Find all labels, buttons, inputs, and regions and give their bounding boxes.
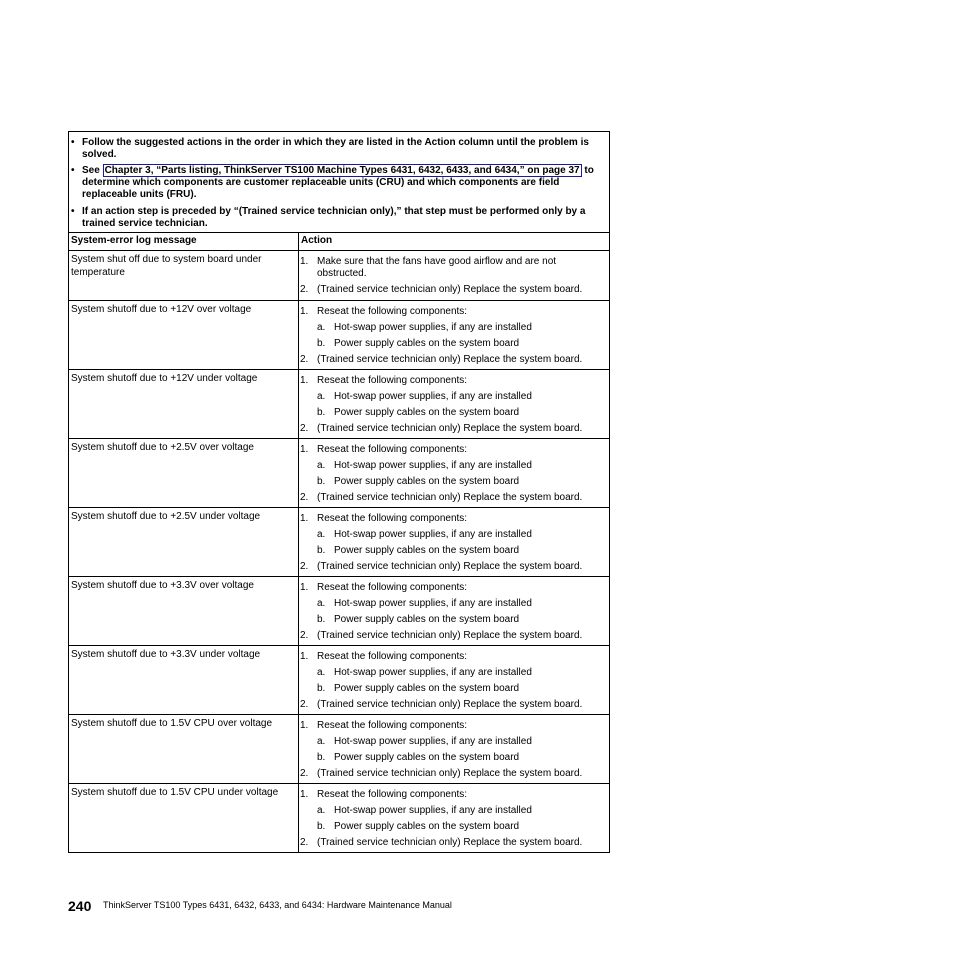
step-number: 2. [300, 423, 309, 434]
step-number: 1. [300, 720, 309, 731]
step-text: Hot-swap power supplies, if any are installed [334, 667, 532, 678]
step-text-continued: obstructed. [317, 268, 367, 279]
step-number: a. [317, 598, 326, 609]
table-row [69, 301, 609, 370]
step-text: Power supply cables on the system board [334, 545, 520, 556]
table-row [69, 784, 609, 853]
step-number: 2. [300, 284, 309, 295]
step-text: (Trained service technician only) Replace the system board. [317, 561, 583, 572]
footer-title: ThinkServer TS100 Types 6431, 6432, 6433, and 6434: Hardware Maintenance Manual [103, 900, 452, 910]
step-number: a. [317, 805, 326, 816]
step-number: a. [317, 391, 326, 402]
step-number: 2. [300, 354, 309, 365]
step-text: Reseat the following components: [317, 582, 468, 593]
step-text: Power supply cables on the system board [334, 407, 520, 418]
step-text: Hot-swap power supplies, if any are installed [334, 529, 532, 540]
step-text: Power supply cables on the system board [334, 752, 520, 763]
bullet: • [71, 206, 75, 217]
step-text: (Trained service technician only) Replace the system board. [317, 699, 583, 710]
note-prefix: See [82, 165, 103, 176]
step-text: Reseat the following components: [317, 720, 468, 731]
step-text: Make sure that the fans have good airflow and are not [317, 256, 557, 267]
step-number: a. [317, 529, 326, 540]
step-text: (Trained service technician only) Replace the system board. [317, 492, 583, 503]
step-text: Hot-swap power supplies, if any are installed [334, 322, 532, 333]
note-text: Follow the suggested actions in the order in which they are listed in the Action column until the problem is solved. [82, 137, 589, 160]
table-row [69, 251, 609, 301]
header-action: Action [301, 235, 333, 246]
notes-section [69, 132, 609, 233]
row-message: System shutoff due to +12V over voltage [71, 304, 252, 315]
step-number: a. [317, 667, 326, 678]
step-number: b. [317, 338, 326, 349]
step-number: 2. [300, 561, 309, 572]
step-number: a. [317, 460, 326, 471]
step-text: Power supply cables on the system board [334, 683, 520, 694]
step-number: 1. [300, 256, 309, 267]
step-text: Power supply cables on the system board [334, 614, 520, 625]
step-text: (Trained service technician only) Replace the system board. [317, 837, 583, 848]
step-text: Reseat the following components: [317, 513, 468, 524]
step-number: 1. [300, 513, 309, 524]
step-text: (Trained service technician only) Replace the system board. [317, 354, 583, 365]
step-text: Hot-swap power supplies, if any are installed [334, 460, 532, 471]
step-text: Power supply cables on the system board [334, 821, 520, 832]
row-message: System shutoff due to +2.5V over voltage [71, 442, 254, 453]
step-number: 1. [300, 582, 309, 593]
step-text: Reseat the following components: [317, 444, 468, 455]
row-message: System shutoff due to +3.3V under voltage [71, 649, 261, 660]
table-header [69, 232, 609, 251]
step-text: Hot-swap power supplies, if any are installed [334, 391, 532, 402]
step-number: b. [317, 476, 326, 487]
step-text: Reseat the following components: [317, 375, 468, 386]
note-text [82, 165, 604, 201]
header-message: System-error log message [71, 235, 197, 246]
step-number: b. [317, 545, 326, 556]
step-number: 2. [300, 837, 309, 848]
row-message: System shutoff due to 1.5V CPU over voltage [71, 718, 273, 729]
step-text: Hot-swap power supplies, if any are installed [334, 805, 532, 816]
step-number: b. [317, 614, 326, 625]
step-text: Hot-swap power supplies, if any are installed [334, 598, 532, 609]
bullet: • [71, 165, 75, 176]
note-text: If an action step is preceded by “(Trained service technician only),” that step must be performed only by a trained service technician. [82, 206, 586, 229]
step-text: Reseat the following components: [317, 789, 468, 800]
row-message: System shut off due to system board under temperature [71, 254, 262, 278]
step-text: Power supply cables on the system board [334, 476, 520, 487]
step-number: 1. [300, 651, 309, 662]
step-text: Reseat the following components: [317, 651, 468, 662]
page-number: 240 [68, 898, 92, 914]
table-row [69, 577, 609, 646]
step-text: Hot-swap power supplies, if any are installed [334, 736, 532, 747]
row-message: System shutoff due to +2.5V under voltage [71, 511, 261, 522]
table-row [69, 439, 609, 508]
step-text: (Trained service technician only) Replace the system board. [317, 423, 583, 434]
step-text: Reseat the following components: [317, 306, 468, 317]
step-text: (Trained service technician only) Replace the system board. [317, 284, 583, 295]
row-message: System shutoff due to +3.3V over voltage [71, 580, 254, 591]
error-table-frame [68, 131, 610, 853]
step-number: 1. [300, 306, 309, 317]
bullet: • [71, 137, 75, 148]
step-number: 2. [300, 768, 309, 779]
table-row [69, 646, 609, 715]
step-number: 1. [300, 444, 309, 455]
row-message: System shutoff due to 1.5V CPU under voltage [71, 787, 279, 798]
step-number: 2. [300, 699, 309, 710]
step-text: (Trained service technician only) Replace the system board. [317, 630, 583, 641]
row-message: System shutoff due to +12V under voltage [71, 373, 258, 384]
step-number: a. [317, 736, 326, 747]
step-number: a. [317, 322, 326, 333]
table-row [69, 370, 609, 439]
step-number: b. [317, 407, 326, 418]
step-number: 1. [300, 789, 309, 800]
step-number: b. [317, 752, 326, 763]
step-number: 1. [300, 375, 309, 386]
step-number: 2. [300, 630, 309, 641]
step-number: 2. [300, 492, 309, 503]
chapter-3-link[interactable]: Chapter 3, “Parts listing, ThinkServer TS100 Machine Types 6431, 6432, 6433, and 6434,” on page 37 [104, 165, 580, 176]
column-divider [298, 232, 299, 852]
table-row [69, 715, 609, 784]
note-suffix: to determine which components are customer replaceable units (CRU) and which components are field replaceable units (FRU). [82, 165, 594, 200]
step-number: b. [317, 821, 326, 832]
step-number: b. [317, 683, 326, 694]
table-row [69, 508, 609, 577]
step-text: Power supply cables on the system board [334, 338, 520, 349]
step-text: (Trained service technician only) Replace the system board. [317, 768, 583, 779]
